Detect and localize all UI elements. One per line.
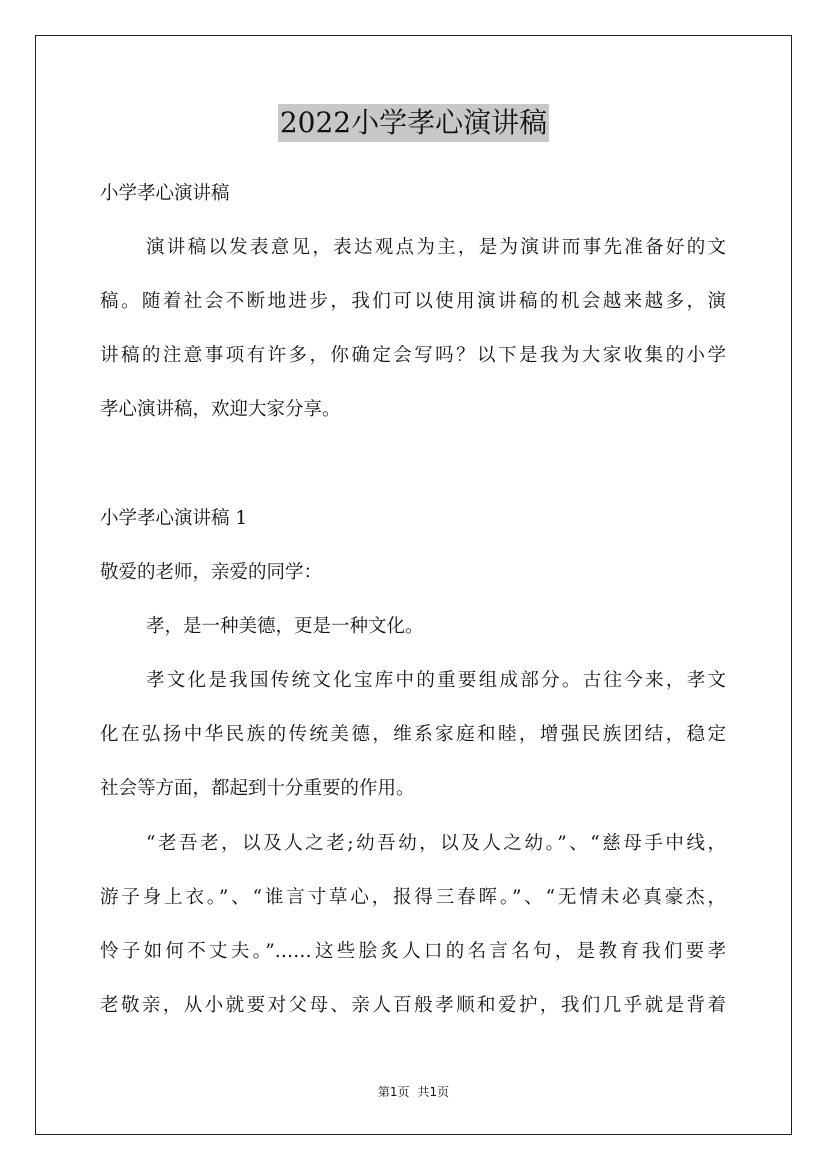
intro-line-4: 孝心演讲稿，欢迎大家分享。 [100,399,341,420]
document-subtitle: 小学孝心演讲稿 [100,183,230,204]
para3-line-1: “老吾老，以及人之老;幼吾幼，以及人之幼。”、“慈母手中线， [146,833,726,854]
page-footer [0,1084,827,1100]
greeting: 敬爱的老师，亲爱的同学： [100,562,323,583]
intro-line-1: 演讲稿以发表意见，表达观点为主，是为演讲而事先准备好的文 [146,237,726,258]
para3-line-2: 游子身上衣。”、“谁言寸草心，报得三春晖。”、“无情未必真豪杰， [100,887,726,908]
document-title: 2022小学孝心演讲稿 [278,104,549,142]
para3-line-3: 怜子如何不丈夫。”……这些脍炙人口的名言名句，是教育我们要孝 [100,941,726,962]
para1-line-1: 孝，是一种美德，更是一种文化。 [146,616,424,637]
para2-line-3: 社会等方面，都起到十分重要的作用。 [100,778,415,799]
title-wrap [0,104,827,142]
intro-line-2: 稿。随着社会不断地进步，我们可以使用演讲稿的机会越来越多，演 [100,291,726,312]
para3-line-4: 老敬亲，从小就要对父母、亲人百般孝顺和爱护，我们几乎就是背着 [100,995,726,1016]
section-heading: 小学孝心演讲稿 1 [100,508,248,529]
footer-page-number: 第1页 [377,1085,410,1099]
intro-line-3: 讲稿的注意事项有许多，你确定会写吗？以下是我为大家收集的小学 [100,345,726,366]
footer-page-total: 共1页 [417,1085,450,1099]
para2-line-1: 孝文化是我国传统文化宝库中的重要组成部分。古往今来，孝文 [146,670,726,691]
para2-line-2: 化在弘扬中华民族的传统美德，维系家庭和睦，增强民族团结，稳定 [100,724,726,745]
